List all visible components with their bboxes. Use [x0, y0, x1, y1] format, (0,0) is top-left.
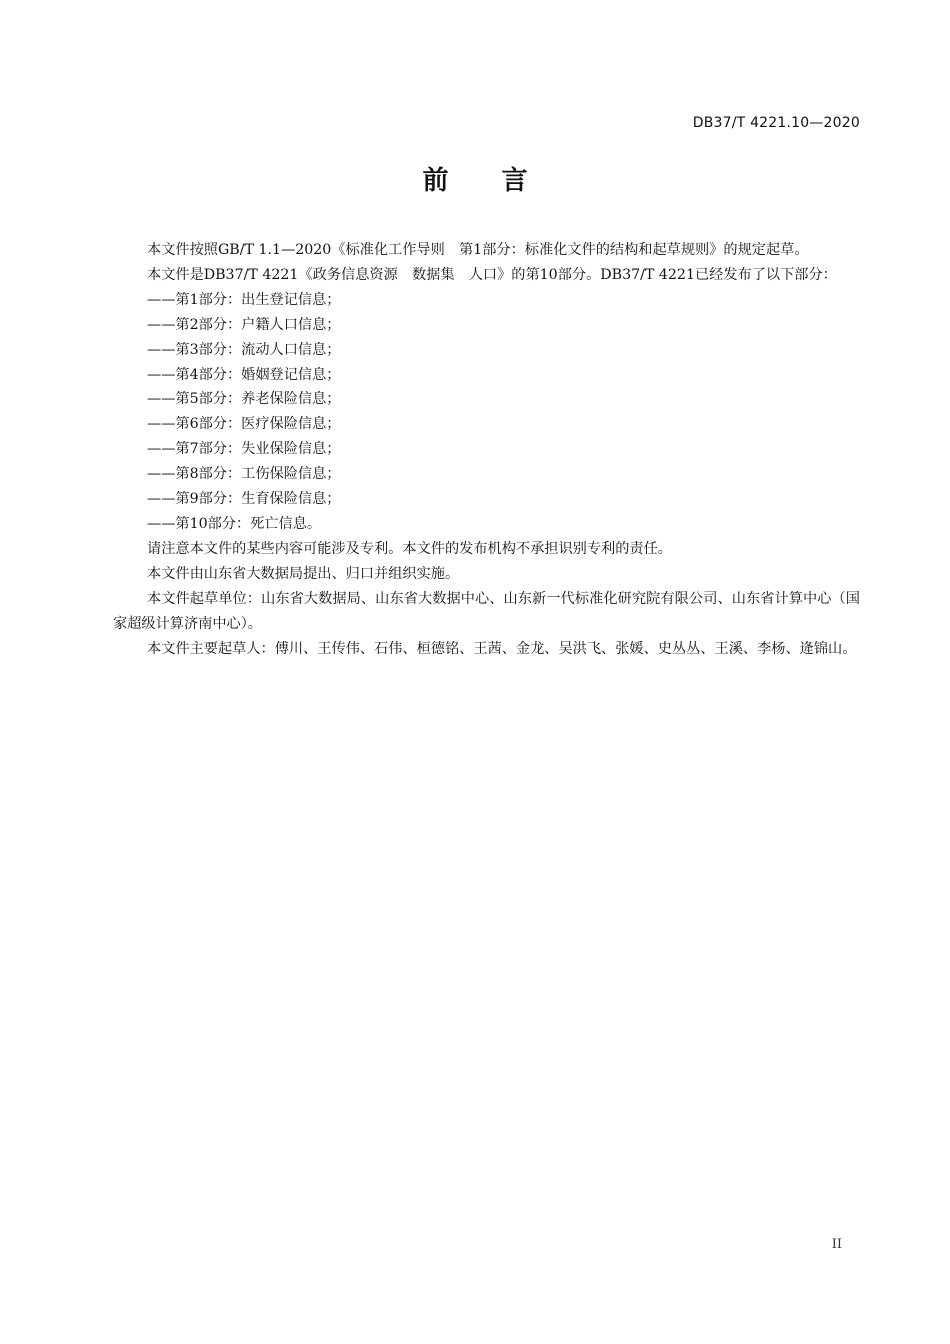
- list-item: ——第4部分：婚姻登记信息；: [147, 366, 341, 383]
- paragraph-patent-notice: 请注意本文件的某些内容可能涉及专利。本文件的发布机构不承担识别专利的责任。: [147, 540, 672, 557]
- document-code: DB37/T 4221.10—2020: [692, 115, 860, 131]
- list-item: ——第7部分：失业保险信息；: [147, 441, 341, 458]
- paragraph-drafters: 本文件主要起草人：傅川、王传伟、石伟、桓德铭、王茜、金龙、吴洪飞、张媛、史丛丛、王溪、李杨、逄锦山。: [147, 640, 857, 657]
- list-item: ——第5部分：养老保险信息；: [147, 391, 341, 408]
- paragraph-drafting-units: 本文件起草单位：山东省大数据局、山东省大数据中心、山东新一代标准化研究院有限公司、山东省计算中心（国家超级计算济南中心）。: [113, 590, 860, 632]
- list-item: ——第2部分：户籍人口信息；: [147, 316, 341, 333]
- paragraph-proposer: 本文件由山东省大数据局提出、归口并组织实施。: [147, 565, 460, 582]
- list-item: ——第10部分：死亡信息。: [147, 515, 322, 532]
- paragraph-series-intro: 本文件是DB37/T 4221《政务信息资源 数据集 人口》的第10部分。DB37/T 4221已经发布了以下部分：: [147, 266, 837, 283]
- list-item: ——第6部分：医疗保险信息；: [147, 416, 341, 433]
- list-item: ——第8部分：工伤保险信息；: [147, 466, 341, 483]
- list-item: ——第3部分：流动人口信息；: [147, 341, 341, 358]
- list-item: ——第9部分：生育保险信息；: [147, 491, 341, 508]
- foreword-body: [113, 238, 860, 661]
- paragraph-drafting-rule: 本文件按照GB/T 1.1—2020《标准化工作导则 第1部分：标准化文件的结构和起草规则》的规定起草。: [147, 242, 809, 258]
- page-number: II: [831, 1237, 842, 1252]
- page-title: 前 言: [422, 166, 550, 196]
- list-item: ——第1部分：出生登记信息；: [147, 291, 341, 308]
